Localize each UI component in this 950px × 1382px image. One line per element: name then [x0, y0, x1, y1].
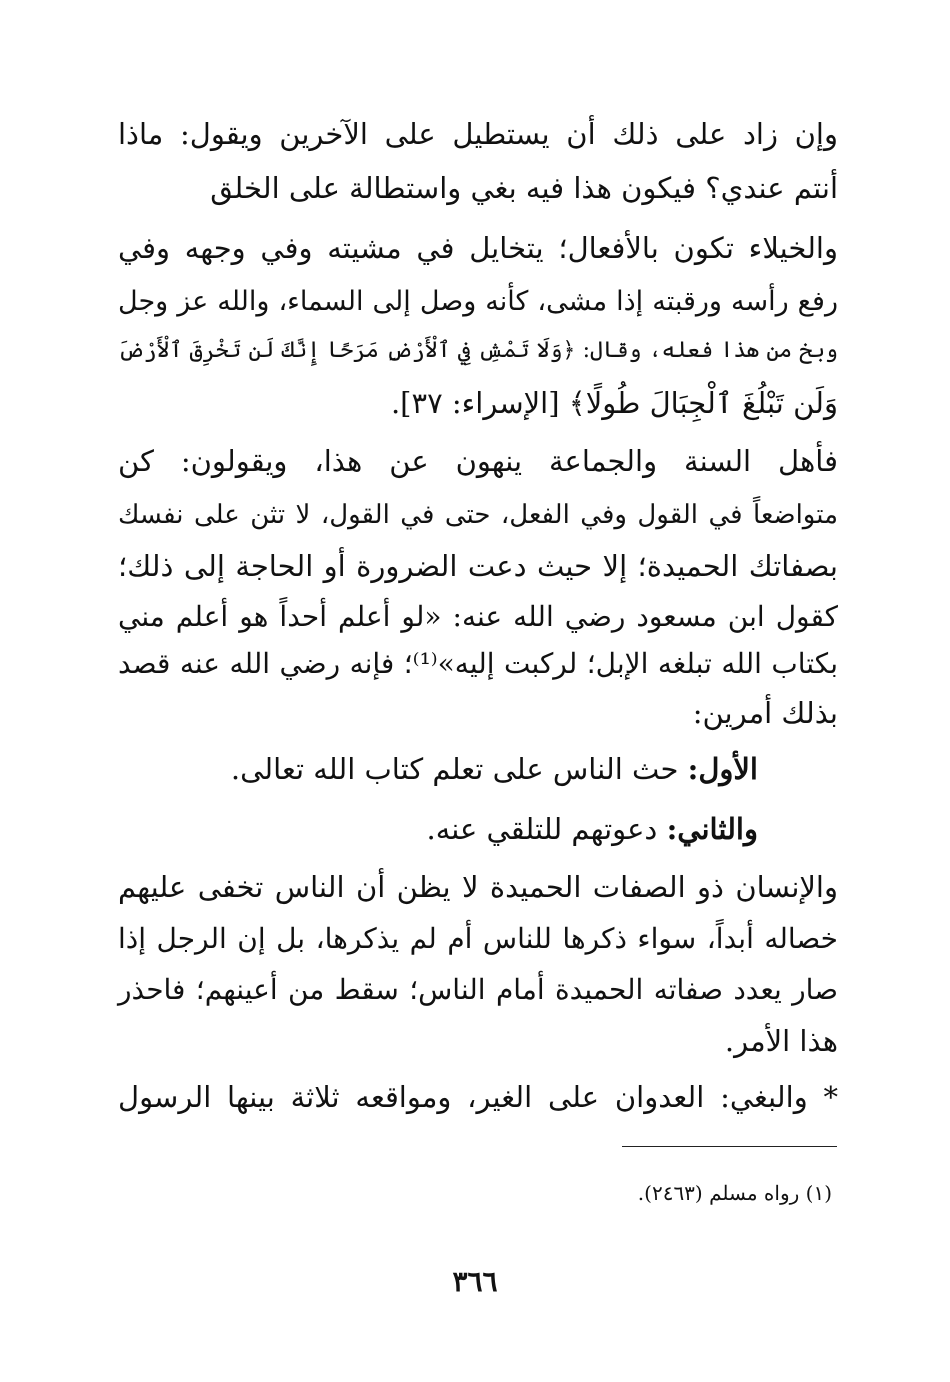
- list-item-first: [118, 741, 838, 797]
- quran-verse-line: وَلَن تَبْلُغَ ٱلْجِبَالَ طُولًا﴾ [الإسراء: ٣٧].: [390, 386, 838, 420]
- text-line: متواضعاً في القول وفي الفعل، حتى في القول، لا تثن على نفسك: [118, 500, 838, 530]
- text-line: والخيلاء تكون بالأفعال؛ يتخايل في مشيته وفي وجهه وفي: [118, 231, 838, 265]
- list-text: دعوتهم للتلقي عنه.: [426, 812, 667, 846]
- footnote-divider: [622, 1146, 837, 1147]
- text-line: خصاله أبداً، سواء ذكرها للناس أم لم يذكرها، بل إن الرجل إذا: [118, 922, 838, 955]
- text-line: والإنسان ذو الصفات الحميدة لا يظن أن الناس تخفى عليهم: [118, 870, 838, 904]
- text-line: وإن زاد على ذلك أن يستطيل على الآخرين ويقول: ماذا: [118, 117, 838, 151]
- text-line: * والبغي: العدوان على الغير، ومواقعه ثلاثة بينها الرسول: [118, 1080, 838, 1114]
- text-line: كقول ابن مسعود رضي الله عنه: «لو أعلم أحداً هو أعلم مني: [118, 600, 838, 633]
- text-line: بصفاتك الحميدة؛ إلا حيث دعت الضرورة أو الحاجة إلى ذلك؛: [118, 549, 838, 583]
- text-line: بذلك أمرين:: [692, 696, 838, 730]
- footnote: (١) رواه مسلم (٢٤٦٣).: [637, 1181, 832, 1205]
- text-line: صار يعدد صفاته الحميدة أمام الناس؛ سقط من أعينهم؛ فاحذر: [118, 973, 838, 1006]
- quran-verse-line: وبخ من هذا فعله، وقال: ﴿وَلَا تَمْشِ فِي ٱلْأَرْضِ مَرَحًا إِنَّكَ لَن تَخْرِقَ ٱلْأَرْضَ: [118, 338, 838, 363]
- list-text: حث الناس على تعلم كتاب الله تعالى.: [230, 752, 688, 786]
- text-line: فأهل السنة والجماعة ينهون عن هذا، ويقولون: كن: [118, 444, 838, 478]
- page-number: ٣٦٦: [452, 1265, 498, 1298]
- text-line: بكتاب الله تبلغه الإبل؛ لركبت إليه»⁽¹⁾؛ فإنه رضي الله عنه قصد: [118, 647, 838, 680]
- list-label: الأول:: [687, 752, 758, 786]
- text-line: أنتم عندي؟ فيكون هذا فيه بغي واستطالة على الخلق: [210, 171, 838, 205]
- list-item-second: [118, 801, 838, 857]
- list-label: والثاني:: [666, 812, 758, 846]
- text-line: رفع رأسه ورقبته إذا مشى، كأنه وصل إلى السماء، والله عز وجل: [118, 286, 838, 317]
- text-line: هذا الأمر.: [724, 1024, 838, 1058]
